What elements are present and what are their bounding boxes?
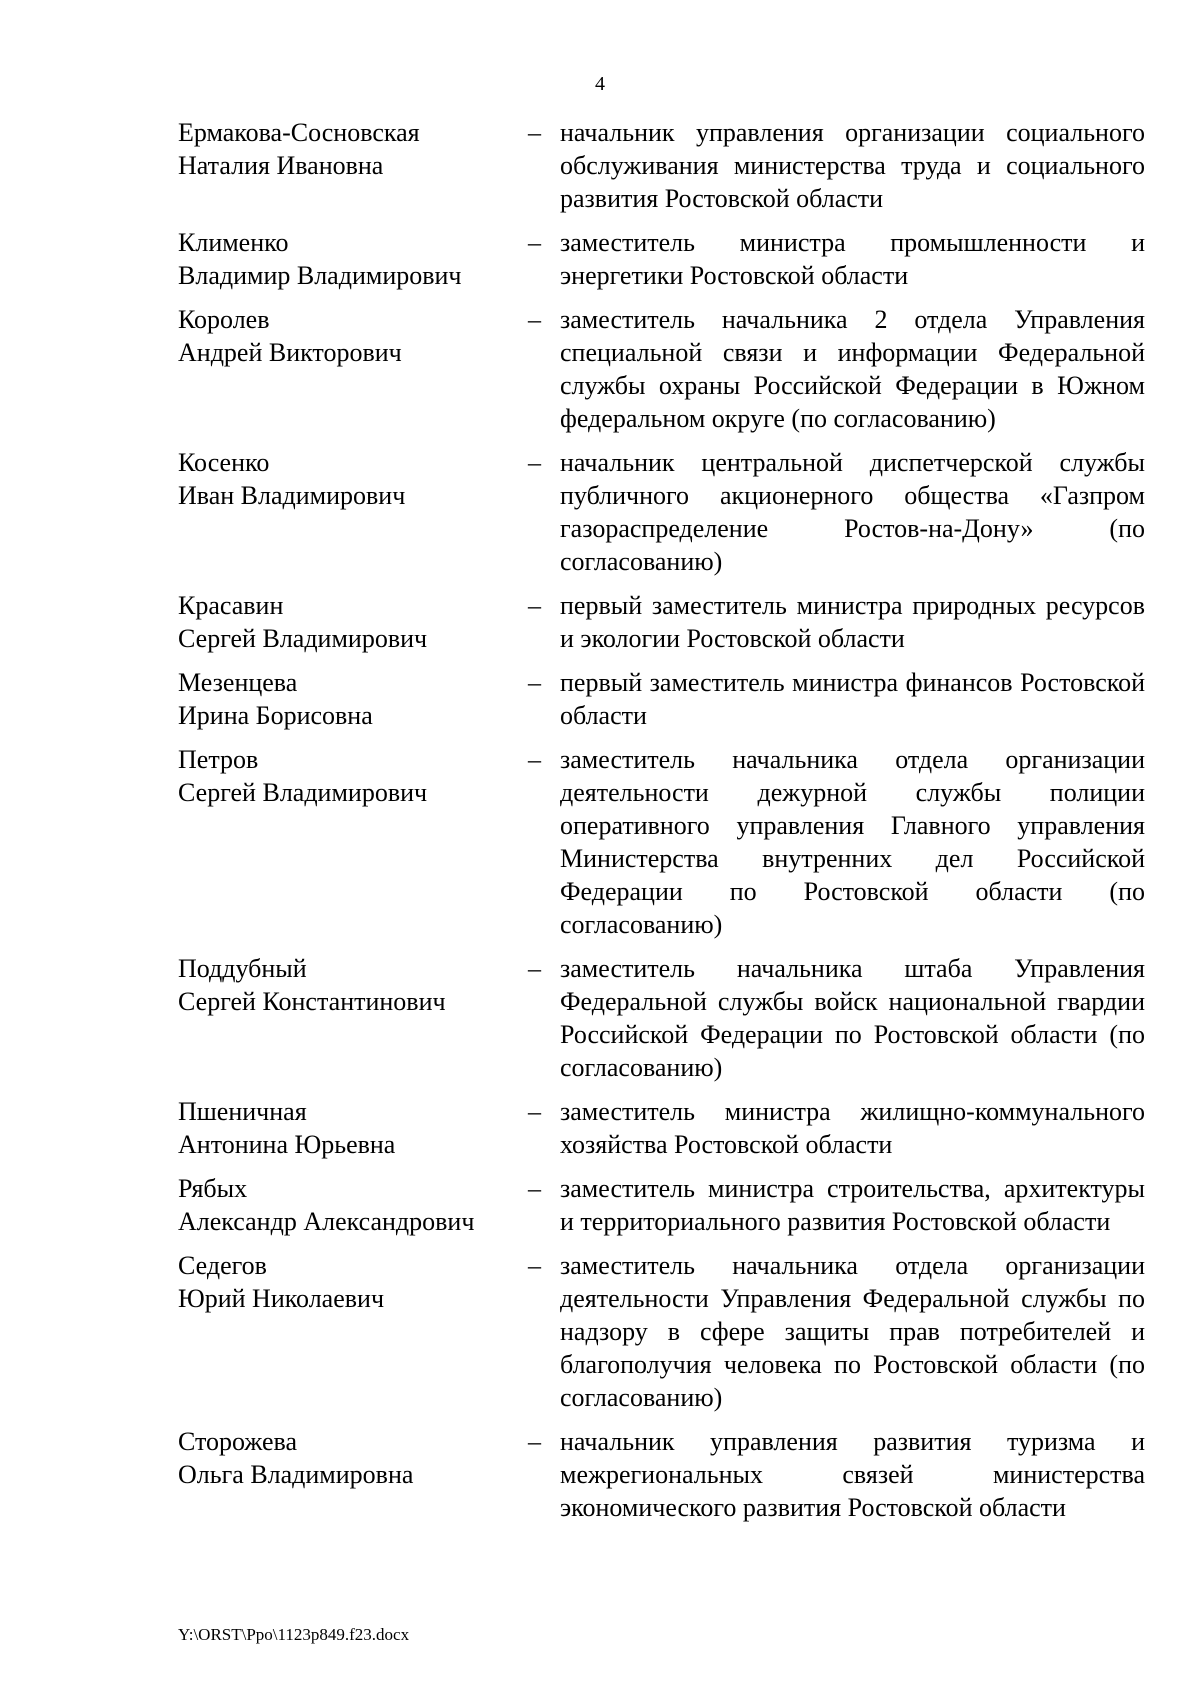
member-surname: Ермакова-Сосновская: [178, 118, 420, 147]
member-surname: Рябых: [178, 1174, 248, 1203]
dash-separator: –: [528, 1251, 541, 1280]
member-name: [178, 116, 528, 182]
dash-separator: –: [528, 745, 541, 774]
member-given-names: Ирина Борисовна: [178, 701, 373, 730]
dash-separator: –: [528, 1174, 541, 1203]
dash-separator: –: [528, 591, 541, 620]
member-position: заместитель министра промышленности и энергетики Ростовской области: [560, 228, 1145, 290]
member-given-names: Сергей Владимирович: [178, 624, 428, 653]
member-name: [178, 743, 528, 809]
member-row: [178, 952, 1145, 1084]
member-row: [178, 743, 1145, 941]
member-surname: Мезенцева: [178, 668, 298, 697]
member-row: [178, 446, 1145, 578]
member-given-names: Владимир Владимирович: [178, 261, 462, 290]
member-name: [178, 952, 528, 1018]
member-row: [178, 116, 1145, 215]
member-surname: Пшеничная: [178, 1097, 307, 1126]
member-position: заместитель министра жилищно-коммунального хозяйства Ростовской области: [560, 1097, 1145, 1159]
member-position: заместитель начальника отдела организации деятельности дежурной службы полиции оперативного управления Главного управления Министерства внутренних дел Российской Федерации по Ростовской области (по согласованию): [560, 745, 1145, 939]
member-given-names: Сергей Константинович: [178, 987, 446, 1016]
member-surname: Петров: [178, 745, 259, 774]
member-position: первый заместитель министра природных ресурсов и экологии Ростовской области: [560, 591, 1145, 653]
member-row: [178, 1172, 1145, 1238]
member-given-names: Антонина Юрьевна: [178, 1130, 396, 1159]
member-name: [178, 446, 528, 512]
member-row: [178, 1249, 1145, 1414]
member-position: начальник управления организации социального обслуживания министерства труда и социального развития Ростовской области: [560, 118, 1145, 213]
member-position: заместитель министра строительства, архитектуры и территориального развития Ростовской области: [560, 1174, 1145, 1236]
member-name: [178, 589, 528, 655]
dash-separator: –: [528, 448, 541, 477]
footer-file-path: Y:\ORST\Ppo\1123p849.f23.docx: [178, 1625, 410, 1644]
member-surname: Седегов: [178, 1251, 267, 1280]
dash-separator: –: [528, 1097, 541, 1126]
member-position: заместитель начальника штаба Управления Федеральной службы войск национальной гвардии Российской Федерации по Ростовской области (по согласованию): [560, 954, 1145, 1082]
member-row: [178, 226, 1145, 292]
member-given-names: Сергей Владимирович: [178, 778, 428, 807]
dash-separator: –: [528, 1427, 541, 1456]
member-surname: Поддубный: [178, 954, 307, 983]
member-row: [178, 1095, 1145, 1161]
member-position: заместитель начальника отдела организации деятельности Управления Федеральной службы по надзору в сфере защиты прав потребителей и благополучия человека по Ростовской области (по согласованию): [560, 1251, 1145, 1412]
dash-separator: –: [528, 954, 541, 983]
member-name: [178, 303, 528, 369]
dash-separator: –: [528, 118, 541, 147]
member-row: [178, 666, 1145, 732]
member-name: [178, 1425, 528, 1491]
member-surname: Королев: [178, 305, 270, 334]
member-position: начальник центральной диспетчерской службы публичного акционерного общества «Газпром газораспределение Ростов-на-Дону» (по согласованию): [560, 448, 1145, 576]
member-name: [178, 1095, 528, 1161]
member-surname: Красавин: [178, 591, 284, 620]
member-given-names: Ольга Владимировна: [178, 1460, 414, 1489]
member-position: начальник управления развития туризма и межрегиональных связей министерства экономического развития Ростовской области: [560, 1427, 1145, 1522]
member-list: [178, 116, 1145, 1535]
member-surname: Клименко: [178, 228, 289, 257]
page-number: 4: [595, 73, 605, 95]
member-given-names: Иван Владимирович: [178, 481, 406, 510]
dash-separator: –: [528, 228, 541, 257]
member-position: заместитель начальника 2 отдела Управления специальной связи и информации Федеральной службы охраны Российской Федерации в Южном федеральном округе (по согласованию): [560, 305, 1145, 433]
member-given-names: Андрей Викторович: [178, 338, 402, 367]
member-row: [178, 303, 1145, 435]
member-row: [178, 1425, 1145, 1524]
member-given-names: Наталия Ивановна: [178, 151, 384, 180]
dash-separator: –: [528, 668, 541, 697]
member-name: [178, 1249, 528, 1315]
member-given-names: Александр Александрович: [178, 1207, 475, 1236]
member-given-names: Юрий Николаевич: [178, 1284, 385, 1313]
member-surname: Косенко: [178, 448, 270, 477]
dash-separator: –: [528, 305, 541, 334]
member-surname: Сторожева: [178, 1427, 298, 1456]
member-position: первый заместитель министра финансов Ростовской области: [560, 668, 1145, 730]
member-row: [178, 589, 1145, 655]
member-name: [178, 666, 528, 732]
member-name: [178, 1172, 528, 1238]
member-name: [178, 226, 528, 292]
